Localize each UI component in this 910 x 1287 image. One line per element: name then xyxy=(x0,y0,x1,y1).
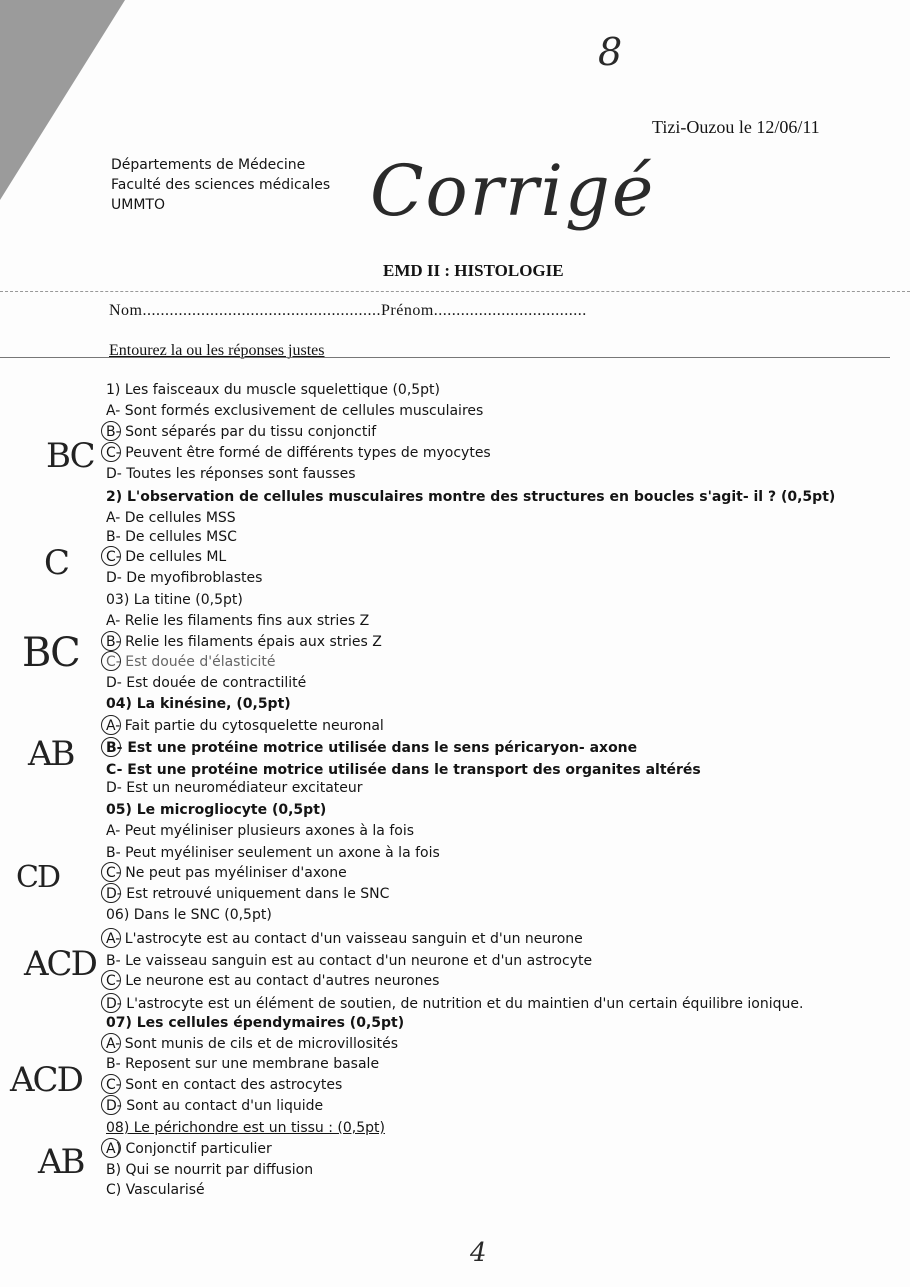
margin-answer-q8: AB xyxy=(38,1142,84,1182)
q1-c: C- Peuvent être formé de différents types de myocytes xyxy=(106,445,491,461)
margin-answer-q7: ACD xyxy=(10,1060,82,1100)
q6-b: B- Le vaisseau sanguin est au contact d'un neurone et d'un astrocyte xyxy=(106,953,593,969)
answer-circle-q6-c xyxy=(101,970,121,990)
q5-a: A- Peut myéliniser plusieurs axones à la fois xyxy=(106,823,415,839)
q4-c: C- Est une protéine motrice utilisée dans le transport des organites altérés xyxy=(106,762,701,778)
q8-c: C) Vascularisé xyxy=(106,1182,205,1198)
q2-title: 2) L'observation de cellules musculaires montre des structures en boucles s'agit- il ? (0,5pt) xyxy=(106,489,836,505)
scan-artifact-line xyxy=(0,291,910,292)
q4-d: D- Est un neuromédiateur excitateur xyxy=(106,780,363,796)
q8-a: A) Conjonctif particulier xyxy=(106,1141,272,1157)
answer-circle-q4-b xyxy=(101,737,121,757)
institution-line-1: Départements de Médecine xyxy=(111,157,306,173)
q2-d: D- De myofibroblastes xyxy=(106,570,263,586)
answer-circle-q6-a xyxy=(101,928,121,948)
q1-title: 1) Les faisceaux du muscle squelettique (0,5pt) xyxy=(106,382,441,398)
q4-title: 04) La kinésine, (0,5pt) xyxy=(106,696,291,712)
answer-circle-q6-d xyxy=(101,993,121,1013)
q5-d: D- Est retrouvé uniquement dans le SNC xyxy=(106,886,390,902)
q3-title: 03) La titine (0,5pt) xyxy=(106,592,243,608)
instruction-rule xyxy=(0,357,890,358)
answer-circle-q2-c xyxy=(101,546,121,566)
q7-b: B- Reposent sur une membrane basale xyxy=(106,1056,380,1072)
margin-answer-q6: ACD xyxy=(24,944,96,984)
q2-c: C- De cellules ML xyxy=(106,549,227,565)
q8-title: 08) Le périchondre est un tissu : (0,5pt) xyxy=(106,1120,385,1136)
answer-circle-q1-b xyxy=(101,421,121,441)
q6-a: A- L'astrocyte est au contact d'un vaisseau sanguin et d'un neurone xyxy=(106,931,583,947)
q6-d: D- L'astrocyte est un élément de soutien, de nutrition et du maintien d'un certain équilibre ionique. xyxy=(106,996,804,1012)
folded-corner-shadow xyxy=(0,0,125,200)
answer-circle-q3-c xyxy=(101,651,121,671)
answer-circle-q4-a xyxy=(101,715,121,735)
answer-circle-q7-c xyxy=(101,1074,121,1094)
q7-title: 07) Les cellules épendymaires (0,5pt) xyxy=(106,1015,405,1031)
q3-b: B- Relie les filaments épais aux stries Z xyxy=(106,634,382,650)
q2-b: B- De cellules MSC xyxy=(106,529,237,545)
q7-d: D- Sont au contact d'un liquide xyxy=(106,1098,324,1114)
q3-a: A- Relie les filaments fins aux stries Z xyxy=(106,613,370,629)
corrige-handwritten: Corrigé xyxy=(370,150,656,232)
margin-answer-q1: BC xyxy=(46,436,94,476)
institution-line-2: Faculté des sciences médicales xyxy=(111,177,331,193)
q3-c: C- Est douée d'élasticité xyxy=(106,654,276,670)
q7-c: C- Sont en contact des astrocytes xyxy=(106,1077,343,1093)
q6-title: 06) Dans le SNC (0,5pt) xyxy=(106,907,272,923)
answer-circle-q1-c xyxy=(101,442,121,462)
q1-d: D- Toutes les réponses sont fausses xyxy=(106,466,356,482)
margin-answer-q4: AB xyxy=(28,734,74,774)
q8-b: B) Qui se nourrit par diffusion xyxy=(106,1162,314,1178)
institution-block xyxy=(111,155,330,215)
margin-answer-q5: CD xyxy=(16,860,60,895)
institution-line-3: UMMTO xyxy=(111,197,165,213)
q5-b: B- Peut myéliniser seulement un axone à la fois xyxy=(106,845,440,861)
q1-a: A- Sont formés exclusivement de cellules musculaires xyxy=(106,403,484,419)
q4-b: B- Est une protéine motrice utilisée dans le sens péricaryon- axone xyxy=(106,740,638,756)
answer-circle-q5-c xyxy=(101,862,121,882)
q4-a: A- Fait partie du cytosquelette neuronal xyxy=(106,718,384,734)
name-field-line: Nom.....................................................Prénom.................................. xyxy=(109,302,587,319)
answer-circle-q3-b xyxy=(101,631,121,651)
page-number-bottom: 4 xyxy=(470,1238,487,1268)
q1-b: B- Sont séparés par du tissu conjonctif xyxy=(106,424,377,440)
answer-circle-q7-a xyxy=(101,1033,121,1053)
q2-a: A- De cellules MSS xyxy=(106,510,236,526)
exam-title: EMD II : HISTOLOGIE xyxy=(383,261,564,280)
q5-title: 05) Le microgliocyte (0,5pt) xyxy=(106,802,327,818)
q3-d: D- Est douée de contractilité xyxy=(106,675,307,691)
answer-circle-q5-d xyxy=(101,883,121,903)
q6-c: C- Le neurone est au contact d'autres neurones xyxy=(106,973,440,989)
margin-answer-q2: C xyxy=(44,543,69,583)
q5-c: C- Ne peut pas myéliniser d'axone xyxy=(106,865,347,881)
answer-circle-q8-a xyxy=(101,1138,121,1158)
q7-a: A- Sont munis de cils et de microvillosités xyxy=(106,1036,399,1052)
answer-circle-q7-d xyxy=(101,1095,121,1115)
page-number-top: 8 xyxy=(598,30,623,74)
margin-answer-q3: BC xyxy=(22,630,79,676)
place-date: Tizi-Ouzou le 12/06/11 xyxy=(652,117,820,137)
instruction: Entourez la ou les réponses justes xyxy=(109,342,325,359)
